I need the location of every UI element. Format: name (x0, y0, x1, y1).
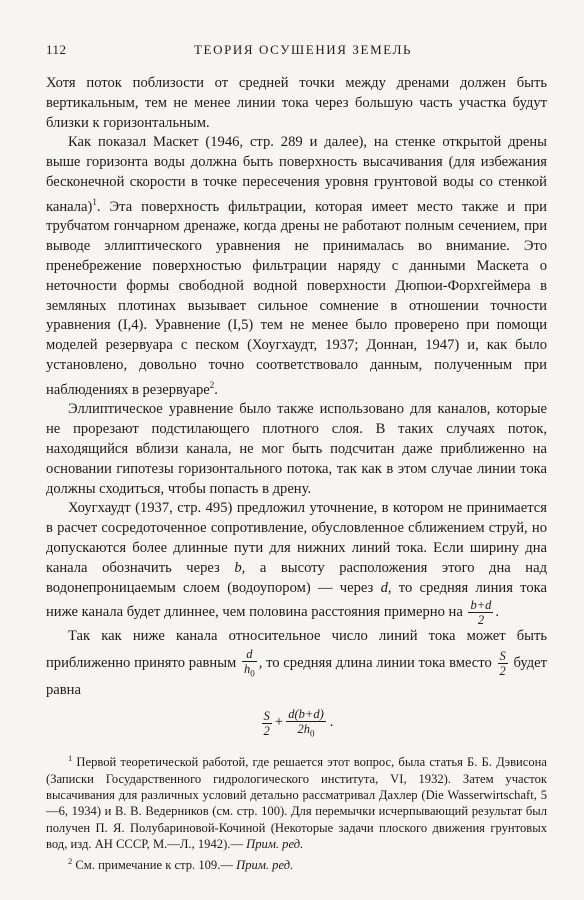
paragraph-2-text-b: . Эта поверхность фильтрации, которая имеет место также и при трубчатом гончарном дренаже, когда дрены не работают полным сечением, при выводе эллиптического уравнения не принималась во внимание. Это пренебрежение поверхностью фильтрации наряду с данными Маскета о неточности формы свободной водной поверхности Дюпюи-Форхгеймера в земляных плотинах вызывает сильное сомнение в отношении точности уравнения (I,4). Уравнение (I,5) тем не менее было проверено при помощи моделей резервуара с песком (Хоугхаудт, 1937; Доннан, 1947) и, как было установлено, довольно точно соответствовало данным, полученным при наблюдениях в резервуаре (46, 198, 547, 398)
display-formula (46, 707, 547, 741)
paragraph-4-text-b: , а высоту расположения этого дна над водонепроницаемым слоем (водоупором) — через (46, 559, 548, 596)
paragraph-2-end: . (214, 381, 218, 398)
fraction-numerator: b+d (470, 598, 492, 613)
formula-term-2 (286, 707, 326, 741)
paragraph-3 (46, 400, 547, 499)
footnote-2 (46, 853, 547, 874)
fraction-numerator: d (246, 647, 253, 662)
term-1-numerator: S (263, 708, 270, 723)
footnote-1-mark: 1 (68, 753, 73, 764)
footnote-2-text: См. примечание к стр. 109.— (72, 857, 237, 872)
paragraph-1 (46, 74, 547, 133)
term-2-denominator (286, 721, 326, 741)
paragraph-5-text-c: будет равна (46, 655, 548, 698)
footnote-ref-2: 2 (209, 379, 215, 390)
term-2-numerator: d(b+d) (288, 706, 324, 721)
paragraph-4-text-c: , то средняя линия тока ниже канала будет длиннее, чем половина расстояния примерно на (46, 579, 547, 621)
footnote-1 (46, 750, 547, 853)
denominator-subscript: 0 (250, 668, 255, 679)
paragraph-2-text-a: Как показал Маскет (1946, стр. 289 и далее), на стенке открытой дрены выше горизонта воды должна быть поверхность высачивания (для избежания бесконечной скорости в точке пересечения уровня грунтовой воды со стенкой канала) (46, 134, 547, 215)
formula-period: . (329, 714, 334, 731)
footnotes (46, 750, 547, 873)
footnote-2-mark: 2 (68, 855, 73, 866)
fraction-denominator (242, 661, 257, 681)
paragraph-1-text: Хотя поток поблизости от средней точки между дренами должен быть вертикальным, тем не менее линии тока через большую часть участка будут близки к горизонтальным. (46, 75, 547, 131)
footnote-2-editor-note: Прим. ред. (236, 857, 294, 872)
page-header (46, 42, 547, 62)
fraction-b-plus-d-over-2 (468, 598, 493, 627)
paragraph-5-text-b: , то средняя длина линии тока вместо (258, 655, 492, 672)
term-2-denominator-subscript: 0 (310, 728, 315, 739)
paragraph-4-text-a: Хоугхаудт (1937, стр. 495) предложил уточнение, в котором не принимается в расчет сосредоточенное сопротивление, обусловленное сближением струй, но допускаются более длинные пути для нижних линий тока. Если ширину дна канала обозначить через (46, 500, 547, 576)
footnote-ref-1: 1 (92, 196, 97, 207)
fraction-numerator: S (499, 649, 506, 664)
fraction-s-over-2 (498, 649, 508, 678)
fraction-d-over-h0 (242, 647, 257, 681)
footnote-1-text: Первой теоретической работой, где решается этот вопрос, была статья Б. Б. Дэвисона (Записки Государственного гидрологического института, VI, 1932). Затем участок высачивания для различных условий детально рассматривал Дахлер (Die Wasserwirtschaft, 5—6, 1934) и В. В. Ведерников (см. стр. 100). Для перемычки исчерпывающий результат был получен П. Я. Полубариновой-Кочиной (Некоторые задачи плоского движения грунтовых вод, изд. АН СССР, М.—Л., 1942).— (46, 755, 547, 852)
fraction-denominator: 2 (499, 664, 506, 679)
term-2-denominator-main: 2h (297, 721, 311, 736)
paragraph-4 (46, 499, 547, 627)
formula-term-1 (262, 709, 272, 738)
paragraph-2 (46, 133, 547, 400)
main-text (46, 74, 547, 740)
page-number: 112 (46, 42, 67, 57)
paragraph-3-text: Эллиптическое уравнение было также использовано для каналов, которые не прорезают подстилающего плотного слоя. В таких случаях поток, находящийся вблизи канала, не мог быть подсчитан даже приближенно на основании гипотезы горизонтального потока, так как в этом случае линии тока должны сходиться, чтобы попасть в дрену. (46, 401, 547, 497)
paragraph-4-end: . (495, 604, 500, 621)
footnote-1-editor-note: Прим. ред. (246, 837, 304, 852)
paragraph-5 (46, 627, 547, 700)
denominator-h: h (243, 662, 251, 677)
plus-sign: + (274, 714, 284, 731)
running-title: ТЕОРИЯ ОСУШЕНИЯ ЗЕМЕЛЬ (194, 42, 413, 57)
var-b: b (234, 559, 242, 576)
term-1-denominator: 2 (263, 723, 270, 738)
fraction-denominator: 2 (468, 612, 493, 627)
var-d: d (380, 579, 388, 596)
paragraph-5-text-a: Так как ниже канала относительное число линий тока может быть приближенно принято равным (46, 628, 547, 672)
